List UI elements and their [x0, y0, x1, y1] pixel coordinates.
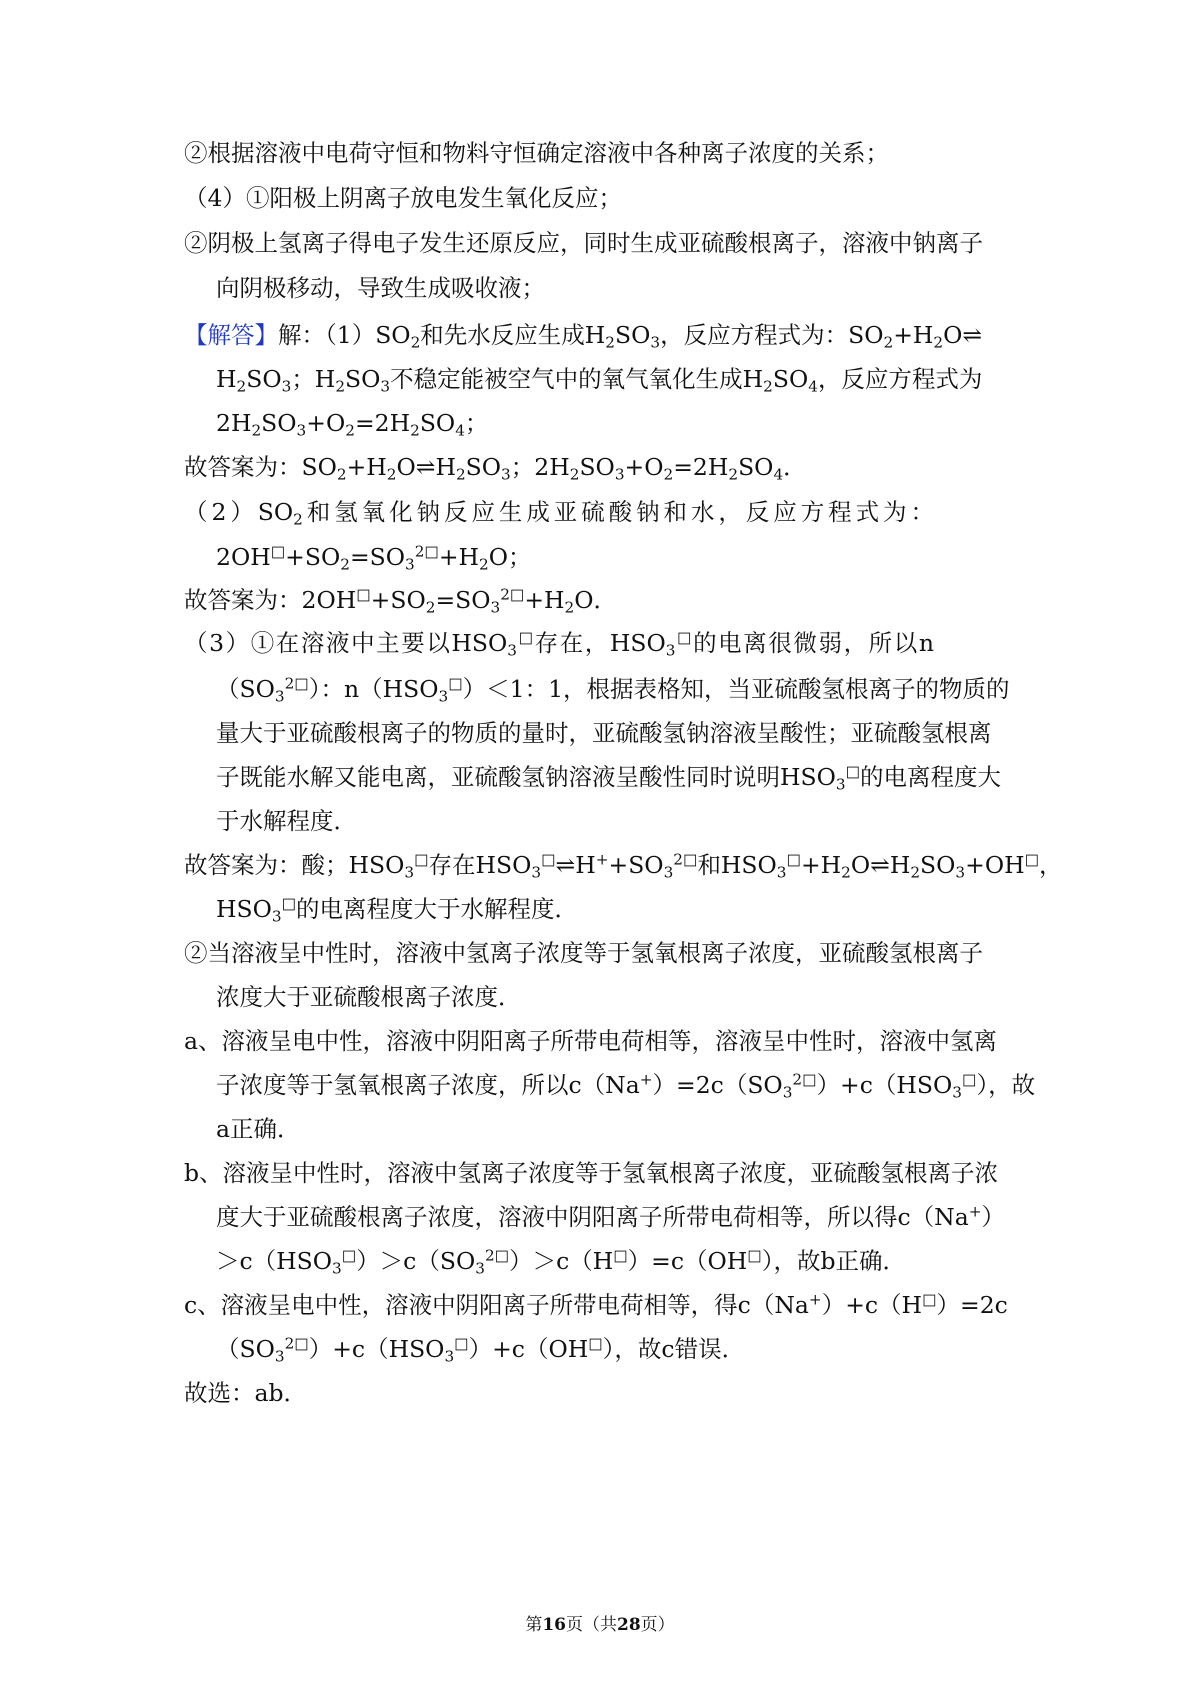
- text-line: 故答案为：酸；$HSO_3^□$存在$HSO_3^□\rightleftharpoons H^++SO_3^{2□}$和$HSO_3^□+H_2O\rightleftharpoons H_2SO_3+OH^□$，: [184, 850, 1063, 882]
- text-line: ②根据溶液中电荷守恒和物料守恒确定溶液中各种离子浓度的关系；: [184, 139, 889, 167]
- text-line: ②阴极上氢离子得电子发生还原反应，同时生成亚硫酸根离子，溶液中钠离子: [184, 229, 983, 257]
- text-line: a、溶液呈电中性，溶液中阴阳离子所带电荷相等，溶液呈中性时，溶液中氢离: [184, 1027, 998, 1055]
- text-line: $(SO_3^{2□})$：$n(HSO_3^□)<1$：1，根据表格知，当亚硫酸氢根离子的物质的: [216, 674, 1010, 706]
- footer-page-number: 16: [542, 1615, 566, 1635]
- text-line: （3）①在溶液中主要以$HSO_3^□$存在，$HSO_3^□$的电离很微弱，所以n: [184, 628, 934, 660]
- text-line: 向阴极移动，导致生成吸收液；: [216, 274, 545, 302]
- text-line: 子既能水解又能电离，亚硫酸氢钠溶液呈酸性同时说明$HSO_3^□$的电离程度大: [216, 762, 1002, 794]
- text-line: $(SO_3^{2□})+c(HSO_3^□)+c(OH^□)$，故c错误．: [216, 1334, 746, 1366]
- text-line: a正确．: [216, 1115, 301, 1143]
- text-line: $(2)SO_2$和氢氧化钠反应生成亚硫酸钠和水，反应方程式为：: [184, 498, 934, 529]
- text-line: 于水解程度．: [216, 807, 357, 835]
- text-line: 子浓度等于氢氧根离子浓度，所以$c(Na^+)=2c(SO_3^{2□})+c(HSO_3^□)$，故: [216, 1070, 1036, 1102]
- text-line: $H_2SO_3$；$H_2SO_3$不稳定能被空气中的氧气氧化生成$H_2SO_4$，反应方程式为: [216, 365, 983, 396]
- text-line: $HSO_3^□$的电离程度大于水解程度．: [216, 894, 579, 926]
- text-line: $2H_2SO_3+O_2=2H_2SO_4$；: [216, 409, 489, 440]
- text-line: 度大于亚硫酸根离子浓度，溶液中阴阳离子所带电荷相等，所以得c（Na+）: [216, 1202, 1006, 1231]
- text-line: ②当溶液呈中性时，溶液中氢离子浓度等于氢氧根离子浓度，亚硫酸氢根离子: [184, 939, 983, 967]
- text-line: 故选：ab．: [184, 1379, 308, 1407]
- answer-label: 【解答】: [184, 321, 278, 349]
- text-line: 故答案为：$SO_2+H_2O\rightleftharpoons H_2SO_3$；$2H_2SO_3+O_2=2H_2SO_4$．: [184, 453, 807, 484]
- footer-total-pages: 28: [617, 1615, 641, 1635]
- text-line: （4）①阳极上阴离子放电发生氧化反应；: [184, 184, 622, 212]
- text-line: 故答案为：$2OH^□+SO_2=SO_3^{2□}+H_2O$．: [184, 585, 618, 617]
- text-line: 浓度大于亚硫酸根离子浓度．: [216, 983, 522, 1011]
- text-line: $2OH^□+SO_2=SO_3^{2□}+H_2O$；: [216, 542, 532, 574]
- footer-suffix: 页）: [640, 1615, 675, 1635]
- page-footer: [0, 1614, 1200, 1636]
- text-line: c、溶液呈电中性，溶液中阴阳离子所带电荷相等，得c（Na+）+c（H□）=2c: [184, 1290, 1008, 1319]
- text-line: 【解答】解：$(1)SO_2$和先水反应生成$H_2SO_3$，反应方程式为：$SO_2+H_2O\rightleftharpoons$: [184, 321, 983, 352]
- footer-prefix: 第: [525, 1615, 543, 1635]
- text-line: b、溶液呈中性时，溶液中氢离子浓度等于氢氧根离子浓度，亚硫酸氢根离子浓: [184, 1159, 999, 1187]
- text-line: 量大于亚硫酸根离子的物质的量时，亚硫酸氢钠溶液呈酸性；亚硫酸氢根离: [216, 719, 992, 747]
- text-line: $>c(HSO_3^□)>c(SO_3^{2□})>c(H^□)=c(OH^□)$，故b正确．: [216, 1246, 907, 1278]
- footer-middle: 页（共: [566, 1615, 617, 1635]
